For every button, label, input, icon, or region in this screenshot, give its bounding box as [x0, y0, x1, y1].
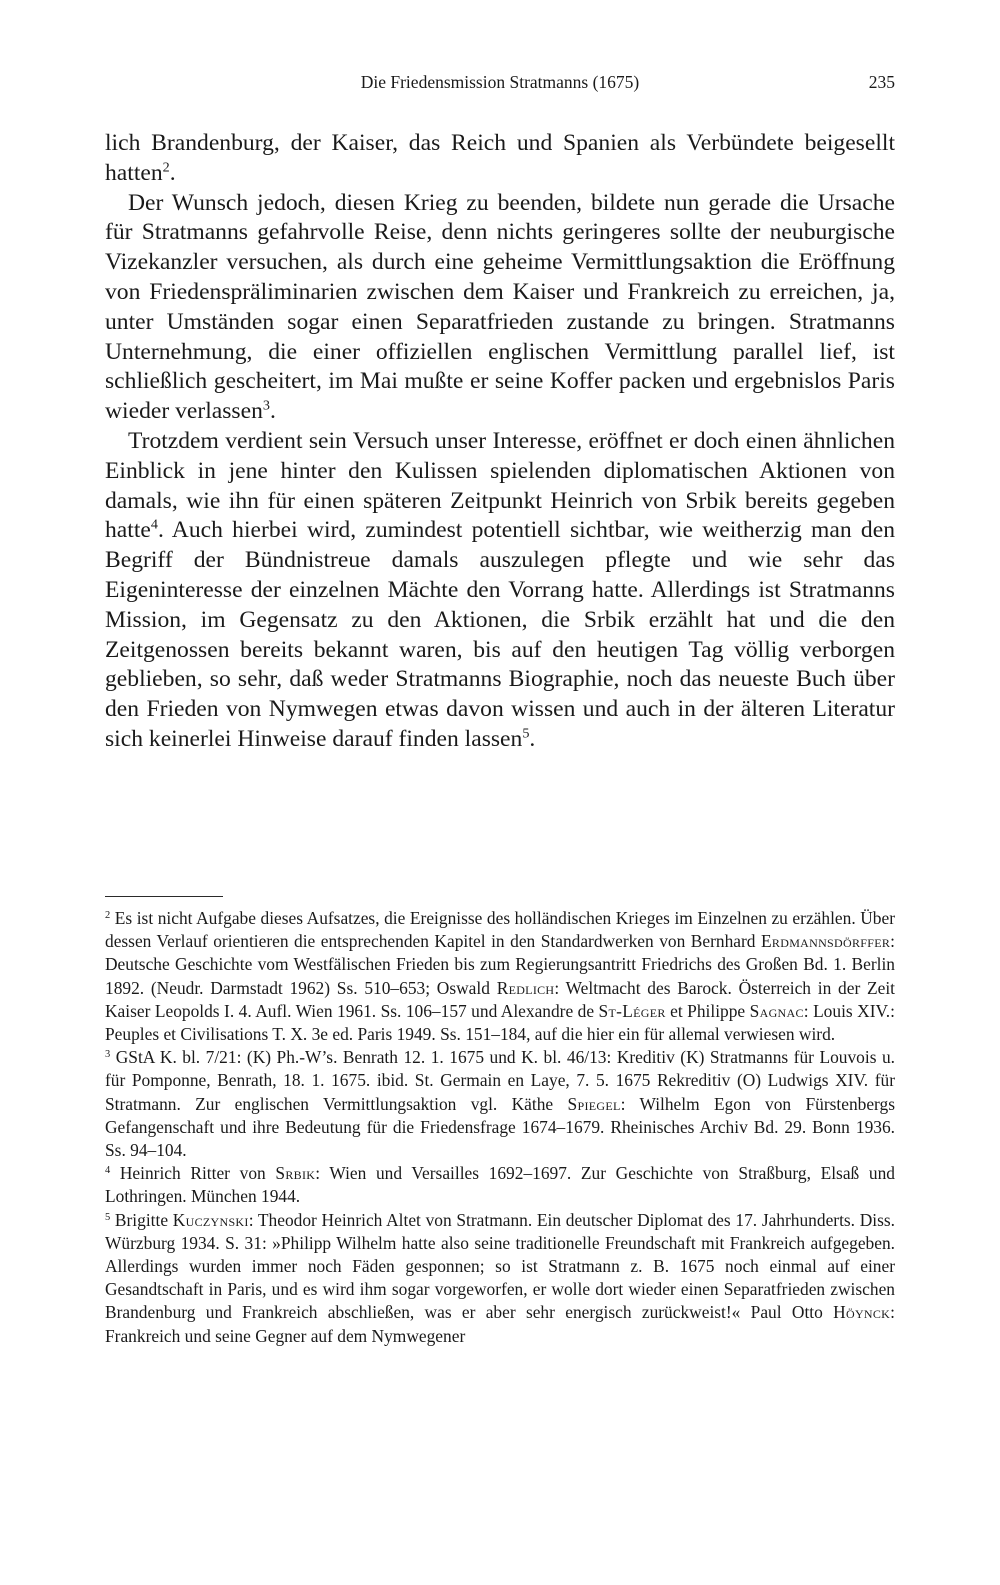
paragraph-3-text-a: Trotzdem verdient sein Versuch unser Interesse, eröffnet er doch einen ähnlichen Einblick in jene hinter den Kulissen spielenden diplomatischen Aktionen von damals, wie ihn für einen späteren Zeitpunkt Heinrich von Srbik bereits gegeben hatte: [105, 427, 895, 544]
author-name: Spiegel: [567, 1093, 621, 1114]
footnote-text: GStA K. bl. 7/21: (K) Ph.-W’s. Benrath 12. 1. 1675 und K. bl. 46/13: Kreditiv (K) Stratmanns für Louvois u. für Pomponne, Benrath, 18. 1. 1675. ibid. St. Germain en Laye, 7. 5. 1675 Rekreditiv (O) Ludwigs XIV. für Stratmann. Zur englischen Vermittlungsaktion vgl. Käthe: [105, 1047, 895, 1114]
paragraph-3: [105, 427, 895, 755]
footnote-text: Heinrich Ritter von: [110, 1163, 276, 1184]
footnote-text: : Weltmacht des Barock. Österreich in der Zeit Kaiser Leopolds I. 4. Aufl. Wien 1961. Ss. 106–157 und Alexandre de: [105, 977, 895, 1021]
author-name: Srbik: [275, 1163, 316, 1184]
footnote-3: [105, 1046, 895, 1162]
paragraph-3-end: .: [529, 725, 536, 752]
running-head: [105, 72, 895, 96]
author-name: St-Léger: [598, 1000, 666, 1021]
paragraph-1: [105, 129, 895, 189]
footnote-text: : Frankreich und seine Gegner auf dem Nymwegener: [105, 1302, 895, 1346]
author-name: Redlich: [496, 977, 555, 998]
footnote-ref-3[interactable]: 3: [262, 397, 270, 414]
footnote-mark: 2: [105, 909, 111, 921]
footnote-ref-4[interactable]: 4: [150, 516, 158, 533]
footnote-4: [105, 1162, 895, 1208]
footnote-2: [105, 907, 895, 1046]
author-name: Sagnac: [749, 1000, 804, 1021]
footnote-mark: 5: [105, 1211, 111, 1223]
running-title: Die Friedensmission Stratmanns (1675): [360, 72, 640, 92]
footnote-text: Brigitte: [110, 1209, 173, 1230]
footnote-text: : Wien und Versailles 1692–1697. Zur Geschichte von Straßburg, Elsaß und Lothringen. München 1944.: [105, 1163, 895, 1207]
footnotes: [105, 907, 895, 1348]
footnote-text: : Theodor Heinrich Altet von Stratmann. Ein deutscher Diplomat des 17. Jahrhunderts. Diss. Würzburg 1934. S. 31: »Philipp Wilhelm hatte also seine traditionelle Freundschaft mit Frankreich aufgegeben. Allerdings wurden immer noch Fäden gesponnen; so ist Stratmann z. B. 1675 noch einmal auf einer Gesandtschaft in Paris, und es wird ihm sogar vorgeworfen, er wolle dort wieder einen Separatfrieden zwischen Brandenburg und Frankreich abschließen, was er aber sehr energisch zurückweist!« Paul Otto: [105, 1209, 896, 1323]
footnote-ref-5[interactable]: 5: [522, 725, 530, 742]
paragraph-1-text: lich Brandenburg, der Kaiser, das Reich und Spanien als Verbündete beigesellt hatten: [105, 130, 895, 186]
paragraph-2-text: Der Wunsch jedoch, diesen Krieg zu beenden, bildete nun gerade die Ursache für Stratmanns gefahrvolle Reise, denn nichts geringeres sollte der neuburgische Vizekanzler versuchen, als durch eine geheime Vermittlungsaktion die Eröffnung von Friedenspräliminarien zwischen dem Kaiser und Frankreich zu erreichen, ja, unter Umständen sogar einen Separatfrieden zustande zu bringen. Stratmanns Unternehmung, die einer offiziellen englischen Vermittlung parallel lief, ist schließlich gescheitert, im Mai mußte er seine Koffer packen und ergebnislos Paris wieder verlassen: [105, 189, 895, 425]
paragraph-3-text-b: . Auch hierbei wird, zumindest potentiell sichtbar, wie weitherzig man den Begriff der Bündnistreue damals auszulegen pflegte und wie sehr das Eigeninteresse der einzelnen Mächte den Vorrang hatte. Allerdings ist Stratmanns Mission, im Gegensatz zu den Aktionen, die Srbik erzählt hat und die den Zeitgenossen bereits bekannt waren, bis auf den heutigen Tag völlig verborgen geblieben, so sehr, daß weder Stratmanns Biographie, noch das neueste Buch über den Frieden von Nymwegen etwas davon wissen und auch in der älteren Literatur sich keinerlei Hinweise darauf finden lassen: [105, 517, 895, 752]
footnote-separator: [105, 896, 223, 897]
footnote-ref-2[interactable]: 2: [162, 159, 170, 176]
author-name: Erdmannsdörffer: [761, 931, 891, 952]
footnote-text: et Philippe: [665, 1000, 750, 1021]
body-text: [105, 129, 895, 755]
footnote-5: [105, 1209, 895, 1348]
author-name: Höynck: [833, 1302, 891, 1323]
footnote-mark: 4: [105, 1164, 111, 1176]
footnote-text: : Wilhelm Egon von Fürstenbergs Gefangenschaft und ihre Bedeutung für die Friedensfrage 1674–1679. Rheinisches Archiv Bd. 29. Bonn 1936. Ss. 94–104.: [105, 1093, 895, 1161]
footnote-text: : Deutsche Geschichte vom Westfälischen Frieden bis zum Regierungsantritt Friedrichs des Großen Bd. 1. Berlin 1892. (Neudr. Darmstadt 1962) Ss. 510–653; Oswald: [105, 931, 895, 998]
paragraph-2: [105, 189, 895, 427]
paragraph-1-end: .: [169, 159, 176, 186]
footnote-mark: 3: [105, 1048, 111, 1060]
author-name: Kuczynski: [172, 1209, 249, 1230]
page-number: 235: [868, 72, 895, 92]
paragraph-2-end: .: [269, 398, 276, 425]
footnote-text: : Louis XIV.: Peuples et Civilisations T. X. 3e ed. Paris 1949. Ss. 151–184, auf die hier ein für allemal verwiesen wird.: [105, 1000, 895, 1045]
footnote-text: Es ist nicht Aufgabe dieses Aufsatzes, die Ereignisse des holländischen Krieges im Einzelnen zu erzählen. Über dessen Verlauf orientieren die entsprechenden Kapitel in den Standardwerken von Bernhard: [105, 908, 895, 952]
